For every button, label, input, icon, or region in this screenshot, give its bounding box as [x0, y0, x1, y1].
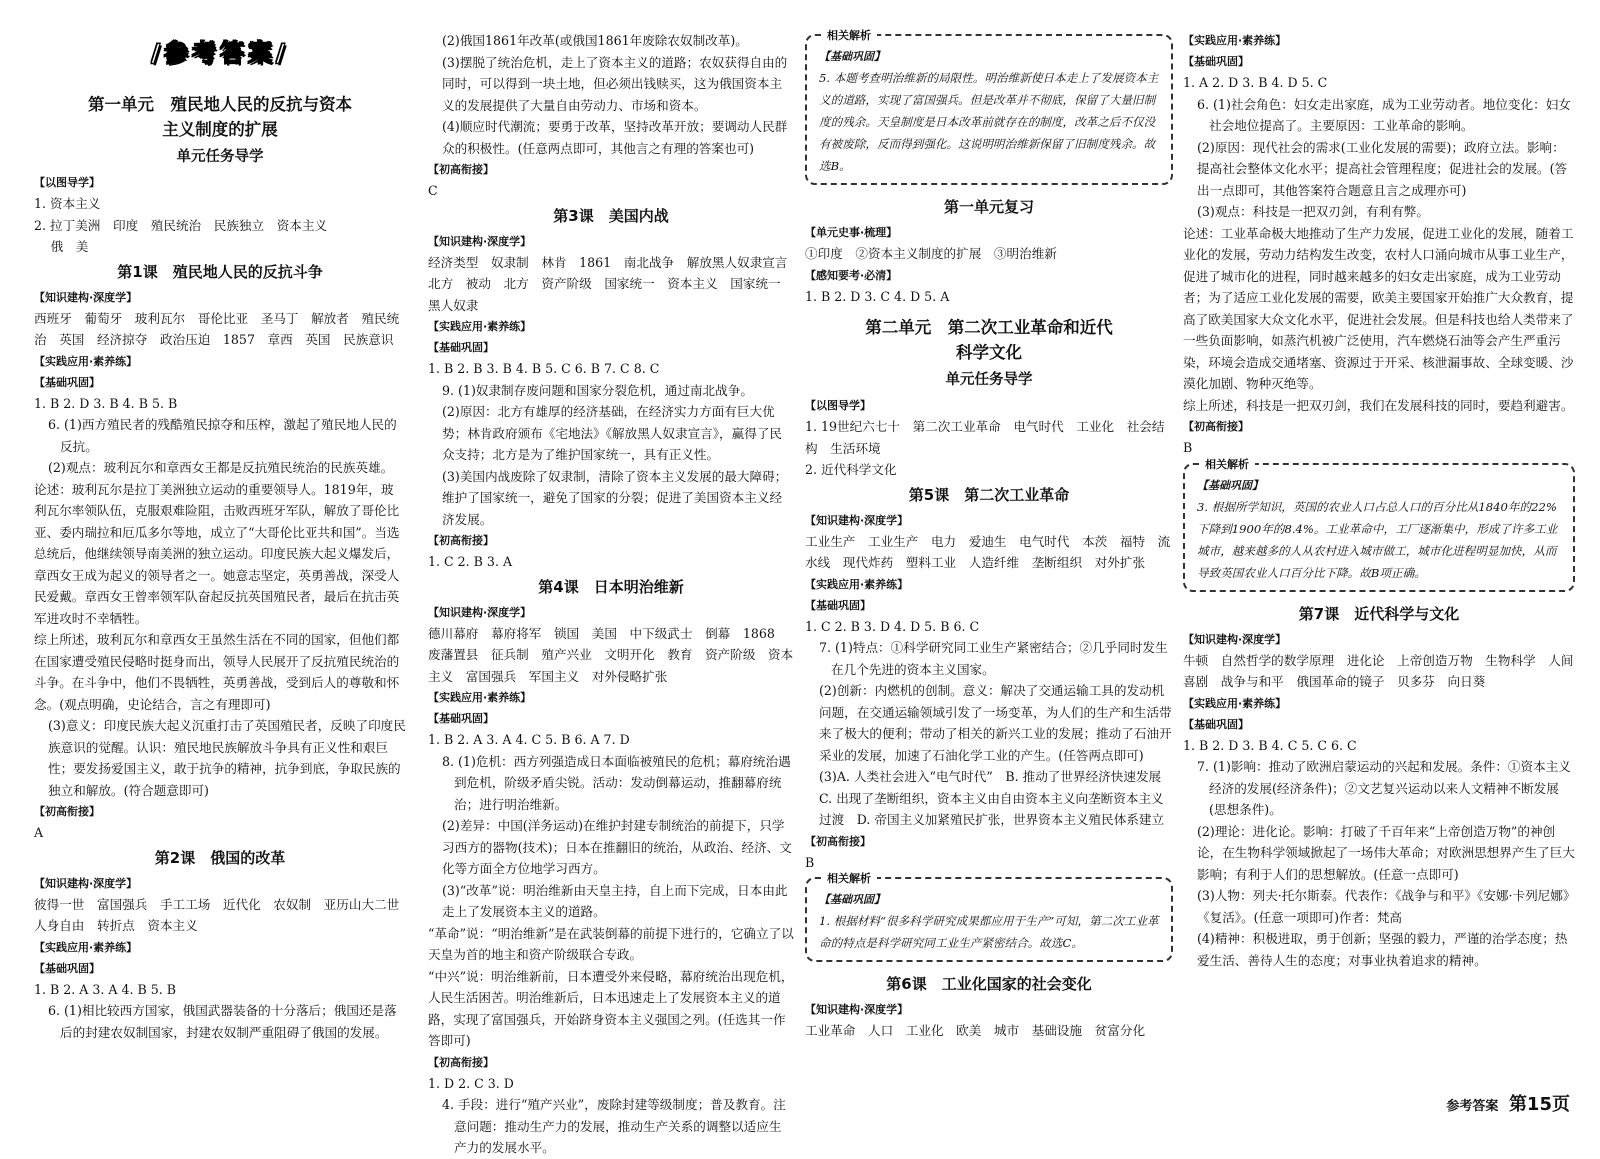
answer-text: 1. B 2. B 3. B 4. B 5. C 6. B 7. C 8. C: [428, 361, 660, 376]
answer-text: B: [1183, 440, 1193, 455]
section-label: 【基础巩固】: [34, 375, 100, 389]
answer-subitem: (4)顺应时代潮流；要勇于改革，坚持改革开放；要调动人民群众的积极性。(任意两点即可，其他言之有理的答案也可): [442, 119, 788, 156]
answer-text: B: [805, 854, 815, 870]
answer-text: 彼得一世 富国强兵 手工工场 近代化 农奴制 亚历山大二世 人身自由 转折点 资本主义: [34, 896, 412, 933]
answer-subitem: (3)观点：科技是一把双刃剑，有利有弊。: [1197, 204, 1429, 219]
answer-subitem: (3)意义：印度民族大起义沉重打击了英国殖民者，反映了印度民族意识的觉醒。认识：殖民地民族解放斗争具有正义性和艰巨性；要发扬爱国主义，敢于抗争的精神，抗争到底，争取民族的独立和解放。(符合题意即可): [48, 718, 406, 798]
lesson-title: 第4课 日本明治维新: [538, 577, 684, 596]
answer-subitem: (4)精神：积极进取，勇于创新；坚强的毅力，严谨的治学态度；热爱生活、善待人生的态度；对事业执着追求的精神。: [1197, 931, 1568, 968]
answer-subitem: (2)原因：北方有雄厚的经济基础，在经济实力方面有巨大优势；林肯政府颁布《宅地法》《解放黑人奴隶宣言》，赢得了民众支持；北方是为了维护国家统一，具有正义性。: [442, 404, 783, 462]
section-label: 【知识建构·深度学】: [428, 605, 532, 619]
section-label: 【初高衔接】: [428, 1055, 494, 1069]
answer-subitem: (3)人物：列夫·托尔斯泰。代表作：《战争与和平》《安娜·卡列尼娜》《复活》。(任意一项即可)作者：梵高: [1197, 888, 1570, 925]
answer-text: 1. C 2. B 3. A: [428, 554, 513, 569]
answer-subitem: (2)理论：进化论。影响：打破了千百年来“上帝创造万物”的神创论，在生物科学领域掀起了一场伟大革命；对欧洲思想界产生了巨大影响；有利于人们的思想解放。(任意一点即可): [1197, 823, 1575, 882]
answer-text: 德川幕府 幕府将军 锁国 美国 中下级武士 倒幕 1868 废藩置县 征兵制 殖产兴业 文明开化 教育 资产阶级 资本主义 富国强兵 军国主义 对外侵略扩张: [428, 625, 794, 684]
answer-text: 经济类型 奴隶制 林肯 1861 南北战争 解放黑人奴隶宣言 北方 被动 北方 资产阶级 国家统一 资本主义 国家统一 黑人奴隶: [428, 254, 801, 313]
section-label: 【知识建构·深度学】: [428, 234, 532, 248]
lesson-title: 第2课 俄国的改革: [154, 848, 286, 867]
answer-subitem: (2)原因：现代社会的需求(工业化发展的需要)；政府立法。影响：提高社会整体文化水平；提高社会管理程度；促进社会的发展。(答出一点即可，其他答案符合题意且言之成理亦可): [1197, 139, 1568, 198]
section-label: 【知识建构·深度学】: [805, 1003, 909, 1016]
answer-text: 工业革命 人口 工业化 欧美 城市 基础设施 贫富分化: [805, 1023, 1146, 1038]
answer-text: 2. 拉丁美洲 印度 殖民统治 民族独立 资本主义 俄 美: [34, 217, 328, 254]
page-footer: [1446, 1090, 1570, 1116]
unit-subtitle: 单元任务导学: [176, 149, 264, 165]
answer-item: 6. (1)西方殖民者的残酷殖民掠夺和压榨，激起了殖民地人民的反抗。: [48, 417, 397, 454]
analysis-box: [805, 29, 1173, 185]
unit-subtitle: 单元任务导学: [945, 372, 1033, 388]
lesson-title: 第6课 工业化国家的社会变化: [886, 975, 1092, 993]
answer-text: 1. 资本主义: [34, 196, 101, 211]
answer-subitem: (3)A. 人类社会进入“电气时代” B. 推动了世界经济快速发展 C. 出现了垄断组织，资本主义由自由资本主义向垄断资本主义过渡 D. 帝国主义加紧殖民扩张，世界资本主义殖民体系建立: [819, 769, 1174, 827]
answer-subitem: (2)创新：内燃机的创制。意义：解决了交通运输工具的发动机问题，在交通运输领域引发了一场变革，为人们的生产和生活带来了极大的便利；带动了相关的新兴工业的发展；推动了石油开采业的发展，加速了石油化学工业的产生。(任答两点即可): [819, 683, 1172, 763]
column-2: [428, 30, 801, 1159]
answer-subitem: (3)“改革”说：明治维新由天皇主持，自上而下完成，日本由此走上了发展资本主义的道路。: [442, 882, 788, 919]
answer-subitem: (2)俄国1861年改革(或俄国1861年废除农奴制改革)。: [442, 33, 748, 48]
answer-text: 1. C 2. B 3. D 4. D 5. B 6. C: [805, 618, 980, 634]
section-label: 【实践应用·素养练】: [34, 354, 138, 368]
section-label: 【初高衔接】: [428, 163, 494, 176]
answer-text: “中兴”说：明治维新前，日本遭受外来侵略，幕府统治出现危机，人民生活困苦。明治维新后，日本迅速走上了发展资本主义的道路，实现了富国强兵，开始跻身资本主义强国之列。(任选其一作答即可): [428, 968, 794, 1048]
section-label: 【基础巩固】: [1183, 55, 1249, 68]
unit-title: 第一单元 殖民地人民的反抗与资本 主义制度的扩展: [88, 95, 352, 139]
unit-title: 第二单元 第二次工业革命和近代 科学文化: [865, 318, 1113, 362]
answer-text: 1. 根据材料“很多科学研究成果都应用于生产”可知，第二次工业革命的特点是科学研究同工业生产紧密结合。故选C。: [819, 914, 1159, 950]
section-label: 【知识建构·深度学】: [805, 513, 909, 527]
section-label: 【基础巩固】: [34, 961, 100, 975]
answer-item: 7. (1)特点：①科学研究同工业生产紧密结合；②几乎同时发生在几个先进的资本主义国家。: [819, 640, 1168, 677]
footer-label: 参考答案: [1446, 1099, 1499, 1114]
section-label: 【基础巩固】: [428, 712, 494, 725]
section-label: 【知识建构·深度学】: [1183, 632, 1287, 646]
analysis-box-title: 相关解析: [821, 868, 877, 890]
section-label: 【实践应用·素养练】: [428, 320, 532, 333]
column-4: [1183, 30, 1575, 971]
section-label: 【单元史事·梳理】: [805, 226, 898, 239]
analysis-box-title: 相关解析: [821, 25, 877, 47]
answer-text: C: [428, 183, 438, 198]
section-label: 【实践应用·素养练】: [34, 940, 138, 954]
answer-text: 1. A 2. D 3. B 4. D 5. C: [1183, 75, 1328, 90]
column-3: [805, 30, 1173, 1042]
lesson-title: 第3课 美国内战: [553, 206, 669, 225]
section-label: 【以图导学】: [805, 399, 871, 412]
answer-subitem: (3)美国内战废除了奴隶制，清除了资本主义发展的最大障碍；维护了国家统一，避免了国家的分裂；促进了美国资本主义经济发展。: [442, 468, 788, 527]
banner-text: /参考答案/: [151, 39, 289, 68]
answer-text: A: [34, 825, 44, 840]
answer-text: 综上所述，科技是一把双刃剑，我们在发展科技的同时，要趋利避害。: [1183, 397, 1574, 413]
section-label: 【感知要考·必清】: [805, 268, 898, 282]
analysis-box: [1183, 457, 1575, 592]
section-label: 【初高衔接】: [428, 534, 494, 547]
analysis-box: [805, 872, 1173, 962]
page-banner: [34, 24, 406, 84]
section-label: 【实践应用·素养练】: [428, 691, 532, 704]
analysis-box-title: 相关解析: [1199, 454, 1255, 476]
section-label: 【知识建构·深度学】: [34, 876, 138, 890]
answer-text: 1. B 2. D 3. B 4. C 5. C 6. C: [1183, 737, 1357, 753]
section-label: 【基础巩固】: [819, 893, 885, 906]
lesson-title: 第5课 第二次工业革命: [908, 485, 1070, 504]
answer-item: 9. (1)奴隶制存废问题和国家分裂危机，通过南北战争。: [442, 382, 753, 398]
answer-item: 6. (1)相比较西方国家，俄国武器装备的十分落后；俄国还是落后的封建农奴制国家，封建农奴制严重阻碍了俄国的发展。: [48, 1003, 397, 1040]
answer-text: 1. B 2. D 3. B 4. B 5. B: [34, 395, 178, 411]
answer-text: 1. B 2. A 3. A 4. C 5. B 6. A 7. D: [428, 732, 630, 747]
answer-text: 牛顿 自然哲学的数学原理 进化论 上帝创造万物 生物科学 人间喜剧 战争与和平 俄国革命的镜子 贝多芬 向日葵: [1183, 652, 1574, 689]
answer-text: 1. B 2. A 3. A 4. B 5. B: [34, 981, 177, 997]
section-label: 【初高衔接】: [805, 834, 871, 848]
answer-subitem: (2)观点：玻利瓦尔和章西女王都是反抗殖民统治的民族英雄。: [48, 460, 394, 475]
section-label: 【实践应用·素养练】: [1183, 696, 1287, 710]
answer-text: 1. D 2. C 3. D: [428, 1075, 514, 1091]
section-label: 【初高衔接】: [1183, 420, 1249, 433]
answer-text: 工业生产 工业生产 电力 爱迪生 电气时代 本茨 福特 流水线 现代炸药 塑料工业 人造纤维 垄断组织 对外扩张: [805, 533, 1171, 570]
section-label: 【基础巩固】: [1197, 478, 1263, 492]
answer-text: 2. 近代科学文化: [805, 462, 897, 477]
section-label: 【知识建构·深度学】: [34, 290, 138, 304]
answer-subitem: (2)差异：中国(洋务运动)在维护封建专制统治的前提下，只学习西方的器物(技术)；日本在推翻旧的统治，从政治、经济、文化等方面全方位地学习西方。: [442, 818, 792, 876]
answer-text: 论述：工业革命极大地推动了生产力发展，促进工业化的发展，随着工业化的发展，劳动力结构发生改变，农村人口涌向城市从事工业生产，促进了城市化的进程，同时越来越多的妇女走出家庭，成为工业劳动者；为了适应工业化发展的需要，欧美主要国家开始推广大众教育，提高了欧美国家大众文化水平，促进社会发展。但是科技也给人类带来了一些负面影响，如蒸汽机被广泛使用，汽车燃烧石油等会产生严重污染，环境会造成交通堵塞、资源过于开采、核泄漏事故、全球变暖、沙漠化加剧、物种灭绝等。: [1183, 225, 1574, 391]
answer-text: 1. 19世纪六七十 第二次工业革命 电气时代 工业化 社会结构 生活环境: [805, 419, 1165, 456]
answer-text: 综上所述，玻利瓦尔和章西女王虽然生活在不同的国家，但他们都在国家遭受殖民侵略时挺身而出，领导人民展开了反抗殖民统治的斗争。在斗争中，他们不畏牺牲，英勇善战，受到后人的尊敬和怀念。(观点明确，史论结合，言之有理即可): [34, 632, 400, 712]
answer-item: 4. 手段：进行“殖产兴业”，废除封建等级制度；普及教育。注意问题：推动生产力的发展，推动生产关系的调整以适应生产力的发展水平。: [442, 1097, 786, 1155]
lesson-title: 第7课 近代科学与文化: [1298, 604, 1460, 623]
section-label: 【基础巩固】: [805, 598, 871, 612]
section-label: 【以图导学】: [34, 176, 100, 189]
answer-item: 7. (1)影响：推动了欧洲启蒙运动的兴起和发展。条件：①资本主义经济的发展(经济条件)；②文艺复兴运动以来人文精神不断发展(思想条件)。: [1197, 759, 1571, 817]
answer-subitem: (3)摆脱了统治危机，走上了资本主义的道路；农奴获得自由的同时，可以得到一块土地，但必须出钱赎买，这为俄国资本主义的发展提供了大量自由劳动力、市场和资本。: [442, 54, 788, 113]
answer-text: 3. 根据所学知识，英国的农业人口占总人口的百分比从1840年的22%下降到1900年的8.4%。工业革命中，工厂逐渐集中，形成了许多工业城市，越来越多的人从农村进入城市做工，城市化进程明显加快，从而导致英国农业人口百分比下降。故B项正确。: [1197, 499, 1558, 580]
section-label: 【基础巩固】: [428, 341, 494, 354]
section-label: 【初高衔接】: [34, 805, 100, 818]
section-label: 【基础巩固】: [819, 50, 885, 63]
section-label: 【基础巩固】: [1183, 717, 1249, 731]
section-label: 【实践应用·素养练】: [1183, 34, 1287, 47]
column-1: [34, 24, 412, 1043]
answer-item: 6. (1)社会角色：妇女走出家庭，成为工业劳动者。地位变化：妇女社会地位提高了。主要原因：工业革命的影响。: [1197, 96, 1571, 133]
answer-text: 西班牙 葡萄牙 玻利瓦尔 哥伦比亚 圣马丁 解放者 殖民统治 英国 经济掠夺 政治压迫 1857 章西 英国 民族意识: [34, 310, 400, 347]
answer-text: 论述：玻利瓦尔是拉丁美洲独立运动的重要领导人。1819年，玻利瓦尔率领队伍，克服艰难险阻，击败西班牙军队，解放了哥伦比亚、委内瑞拉和厄瓜多尔等地，成立了“大哥伦比亚共和国”。当选总统后，他继续领导南美洲的独立运动。印度民族大起义爆发后，章西女王成为起义的领导者之一。她意志坚定，英勇善战，深受人民爱戴。章西女王曾率领军队奋起反抗英国殖民者，最后在抗击英军进攻时不幸牺牲。: [34, 481, 400, 626]
page-number: 第15页: [1508, 1094, 1570, 1115]
answer-text: “革命”说：“明治维新”是在武装倒幕的前提下进行的，它确立了以天皇为首的地主和资产阶级联合专政。: [428, 925, 794, 962]
answer-text: ①印度 ②资本主义制度的扩展 ③明治维新: [805, 246, 1057, 261]
answer-item: 8. (1)危机：西方列强造成日本面临被殖民的危机；幕府统治遇到危机，阶级矛盾尖锐。活动：发动倒幕运动，推翻幕府统治；进行明治维新。: [442, 753, 791, 812]
lesson-title: 第1课 殖民地人民的反抗斗争: [117, 262, 323, 281]
answer-text: 1. B 2. D 3. C 4. D 5. A: [805, 288, 950, 304]
section-label: 【实践应用·素养练】: [805, 577, 909, 591]
answer-text: 5. 本题考查明治维新的局限性。明治维新使日本走上了发展资本主义的道路，实现了富国强兵。但是改革并不彻底，保留了大量旧制度的残余。天皇制度是日本改革前就存在的制度，改革之后不仅没有被废除，反而得到强化。这说明明治维新保留了旧制度残余。故选B。: [819, 71, 1159, 173]
lesson-title: 第一单元复习: [943, 198, 1034, 216]
